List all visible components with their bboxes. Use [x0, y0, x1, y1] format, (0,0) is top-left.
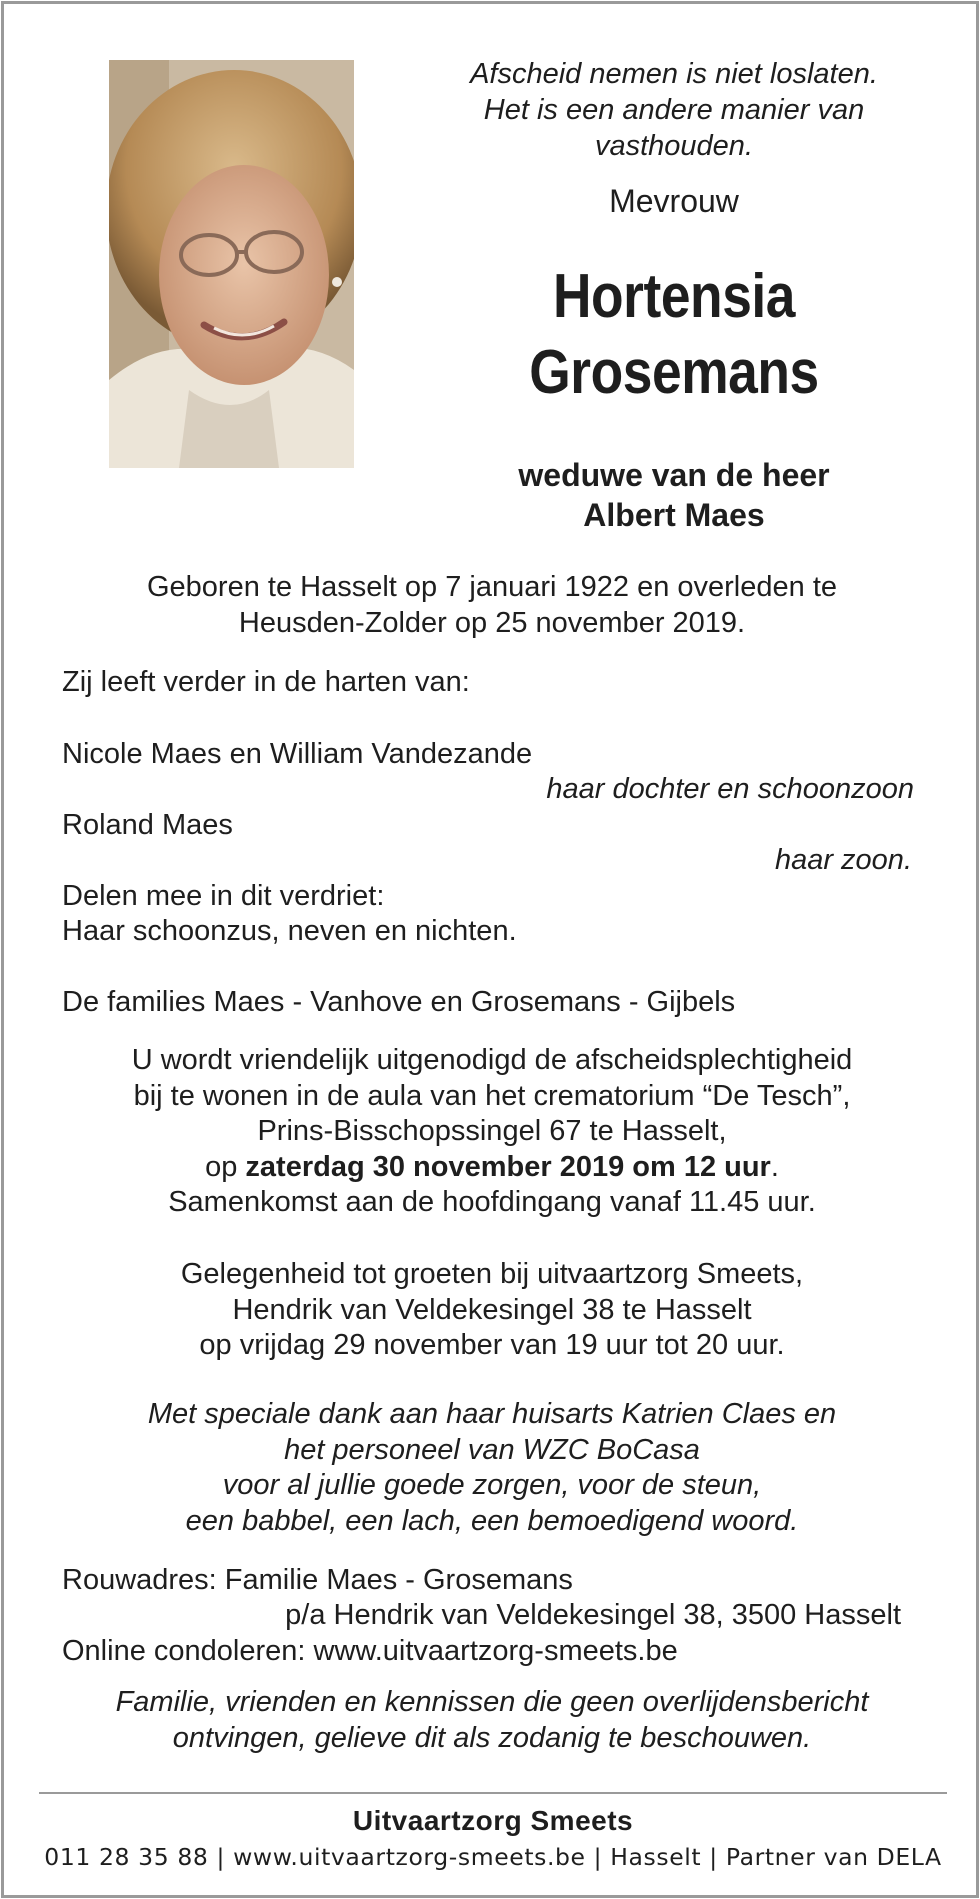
- notice-message: [62, 1685, 922, 1756]
- mourning-address-line2: p/a Hendrik van Veldekesingel 38, 3500 Hasselt: [285, 1599, 901, 1631]
- last-name: Grosemans: [529, 338, 819, 407]
- widow-line: weduwe van de heer: [518, 457, 830, 493]
- thanks-line: het personeel van WZC BoCasa: [284, 1433, 700, 1466]
- online-condolences: Online condoleren: www.uitvaartzorg-smeets.be: [62, 1635, 678, 1667]
- notice-line: ontvingen, gelieve dit als zodanig te beschouwen.: [172, 1721, 812, 1754]
- company-name: Uitvaartzorg Smeets: [352, 1805, 634, 1836]
- quote-line: vasthouden.: [594, 130, 753, 162]
- visitation-line: Hendrik van Veldekesingel 38 te Hasselt: [232, 1293, 752, 1326]
- deceased-name: [468, 259, 881, 411]
- quote-line: Afscheid nemen is niet loslaten.: [470, 58, 878, 90]
- visitation-line: op vrijdag 29 november van 19 uur tot 20 uur.: [199, 1329, 785, 1361]
- company-info: 011 28 35 88 | www.uitvaartzorg-smeets.be | Hasselt | Partner van DELA: [44, 1843, 942, 1871]
- ceremony-line: bij te wonen in de aula van het crematorium “De Tesch”,: [133, 1079, 851, 1112]
- thanks-line: Met speciale dank aan haar huisarts Katrien Claes en: [147, 1398, 837, 1430]
- footer-divider: [39, 1792, 947, 1794]
- survivor-name: Roland Maes: [62, 809, 233, 841]
- date-suffix: .: [770, 1150, 779, 1183]
- widow-line: Albert Maes: [583, 497, 765, 533]
- mourning-address: Rouwadres: Familie Maes - Grosemans: [62, 1564, 573, 1596]
- ceremony-info: [62, 1043, 922, 1221]
- ceremony-date-line: [62, 1150, 922, 1186]
- thanks-line: voor al jullie goede zorgen, voor de steun,: [222, 1469, 762, 1501]
- portrait-photo: [109, 60, 354, 468]
- ceremony-line: U wordt vriendelijk uitgenodigd de afscheidsplechtigheid: [131, 1044, 853, 1076]
- quote-line: Het is een andere manier van: [483, 94, 865, 126]
- ceremony-date: zaterdag 30 november 2019 om 12 uur: [245, 1150, 771, 1183]
- survivor-relation: haar zoon.: [774, 844, 912, 876]
- birth-death-info: [62, 570, 922, 641]
- date-prefix: op: [205, 1150, 246, 1183]
- opening-quote: [434, 56, 914, 164]
- notice-line: Familie, vrienden en kennissen die geen overlijdensbericht: [115, 1686, 869, 1718]
- visitation-line: Gelegenheid tot groeten bij uitvaartzorg Smeets,: [180, 1258, 804, 1290]
- obituary-card: [1, 1, 979, 1898]
- share-text: Haar schoonzus, neven en nichten.: [62, 915, 517, 947]
- ceremony-line: Prins-Bisschopssingel 67 te Hasselt,: [257, 1115, 727, 1147]
- honorific: Mevrouw: [609, 183, 739, 219]
- families: De families Maes - Vanhove en Grosemans - Gijbels: [62, 986, 736, 1018]
- thanks-line: een babbel, een lach, een bemoedigend woord.: [185, 1504, 799, 1537]
- thanks-message: [62, 1397, 922, 1539]
- birth-line: Geboren te Hasselt op 7 januari 1922 en overleden te: [146, 571, 838, 603]
- survivor-relation: haar dochter en schoonzoon: [546, 773, 914, 805]
- share-intro: Delen mee in dit verdriet:: [62, 880, 385, 912]
- widow-of: [434, 455, 914, 535]
- death-line: Heusden-Zolder op 25 november 2019.: [238, 606, 746, 639]
- first-name: Hortensia: [552, 262, 796, 331]
- survivors-intro: Zij leeft verder in de harten van:: [62, 666, 470, 698]
- survivor-name: Nicole Maes en William Vandezande: [62, 738, 533, 770]
- visitation-info: [62, 1257, 922, 1364]
- gathering-line: Samenkomst aan de hoofdingang vanaf 11.45 uur.: [168, 1186, 816, 1218]
